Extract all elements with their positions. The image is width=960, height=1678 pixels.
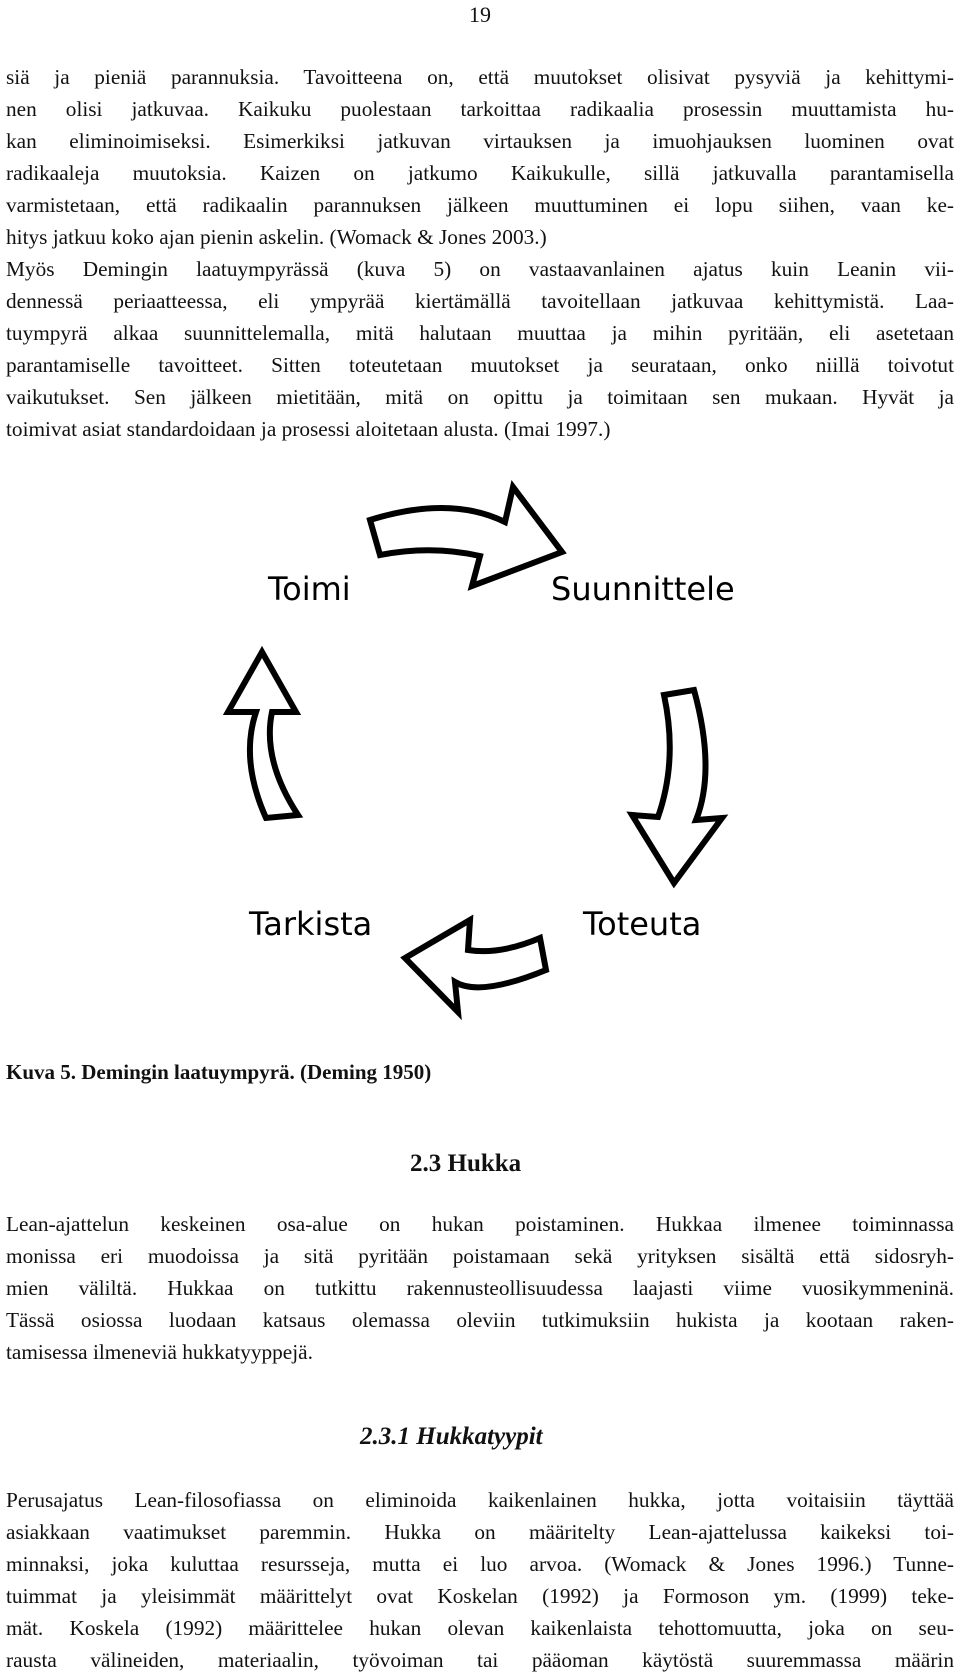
text-line: nen olisi jatkuvaa. Kaikuku puolestaan tarkoittaa radikaalia prosessin muuttamista hu- bbox=[6, 97, 954, 121]
arrow-left-icon bbox=[228, 652, 298, 818]
arrow-bottom-icon bbox=[405, 920, 546, 1012]
figure-caption: Kuva 5. Demingin laatuympyrä. (Deming 1950) bbox=[6, 1060, 432, 1084]
label-toimi: Toimi bbox=[268, 570, 351, 608]
text-line: siä ja pieniä parannuksia. Tavoitteena on, että muutokset olisivat pysyviä ja kehittymi- bbox=[6, 65, 954, 89]
text-line: parantamiselle tavoitteet. Sitten toteutetaan muutokset ja seurataan, onko niillä toivotut bbox=[6, 353, 954, 377]
text-line: asiakkaan vaatimukset paremmin. Hukka on määritelty Lean-ajattelussa kaikeksi toi- bbox=[6, 1520, 954, 1544]
text-line: Tässä osiossa luodaan katsaus olemassa oleviin tutkimuksiin hukista ja kootaan raken- bbox=[6, 1308, 954, 1332]
subsection-heading: 2.3.1 Hukkatyypit bbox=[360, 1423, 543, 1450]
text-line: minnaksi, joka kuluttaa resursseja, mutta ei luo arvoa. (Womack & Jones 1996.) Tunne- bbox=[6, 1552, 954, 1576]
arrow-top-icon bbox=[370, 487, 562, 586]
label-suunnittele: Suunnittele bbox=[551, 570, 735, 608]
page-number: 19 bbox=[469, 2, 491, 27]
text-line: varmistetaan, että radikaalin parannuksen jälkeen muuttuminen ei lopu siihen, vaan ke- bbox=[6, 193, 954, 217]
text-line: Lean-ajattelun keskeinen osa-alue on hukan poistaminen. Hukkaa ilmenee toiminnassa bbox=[6, 1212, 954, 1236]
text-line: dennessä periaatteessa, eli ympyrää kiertämällä tavoitellaan jatkuvaa kehittymistä. Laa- bbox=[6, 289, 954, 313]
text-line: kan eliminoimiseksi. Esimerkiksi jatkuvan virtauksen ja imuohjauksen luominen ovat bbox=[6, 129, 954, 153]
label-tarkista: Tarkista bbox=[249, 905, 373, 943]
text-line: mät. Koskela (1992) määrittelee hukan olevan kaikenlaista tehottomuutta, joka on seu- bbox=[6, 1616, 954, 1640]
text-line: monissa eri muodoissa ja sitä pyritään poistamaan sekä yrityksen sisältä että sidosryh- bbox=[6, 1244, 954, 1268]
text-line: vaikutukset. Sen jälkeen mietitään, mitä on opittu ja toimitaan sen mukaan. Hyvät ja bbox=[6, 385, 954, 409]
text-line: Myös Demingin laatuympyrässä (kuva 5) on vastaavanlainen ajatus kuin Leanin vii- bbox=[6, 257, 954, 281]
text-line: hitys jatkuu koko ajan pienin askelin. (Womack & Jones 2003.) bbox=[6, 225, 547, 249]
text-line: radikaaleja muutoksia. Kaizen on jatkumo Kaikukulle, sillä jatkuvalla parantamisella bbox=[6, 161, 954, 185]
text-line: tuimmat ja yleisimmät määrittelyt ovat Koskelan (1992) ja Formoson ym. (1999) teke- bbox=[6, 1584, 954, 1608]
text-line: tuympyrä alkaa suunnittelemalla, mitä halutaan muuttaa ja mihin pyritään, eli asetetaan bbox=[6, 321, 954, 345]
text-line: mien väliltä. Hukkaa on tutkittu rakennusteollisuudessa laajasti viime vuosikymmeninä. bbox=[6, 1276, 954, 1300]
text-line: tamisessa ilmeneviä hukkatyyppejä. bbox=[6, 1340, 313, 1364]
text-line: Perusajatus Lean-filosofiassa on eliminoida kaikenlainen hukka, jotta voitaisiin täyttää bbox=[6, 1488, 954, 1512]
text-line: rausta välineiden, materiaalin, työvoiman tai pääoman käytöstä suuremmassa määrin bbox=[6, 1648, 954, 1672]
label-toteuta: Toteuta bbox=[583, 905, 702, 943]
text-line: toimivat asiat standardoidaan ja prosessi aloitetaan alusta. (Imai 1997.) bbox=[6, 417, 611, 441]
arrow-right-icon bbox=[632, 690, 722, 883]
section-heading: 2.3 Hukka bbox=[410, 1150, 522, 1177]
